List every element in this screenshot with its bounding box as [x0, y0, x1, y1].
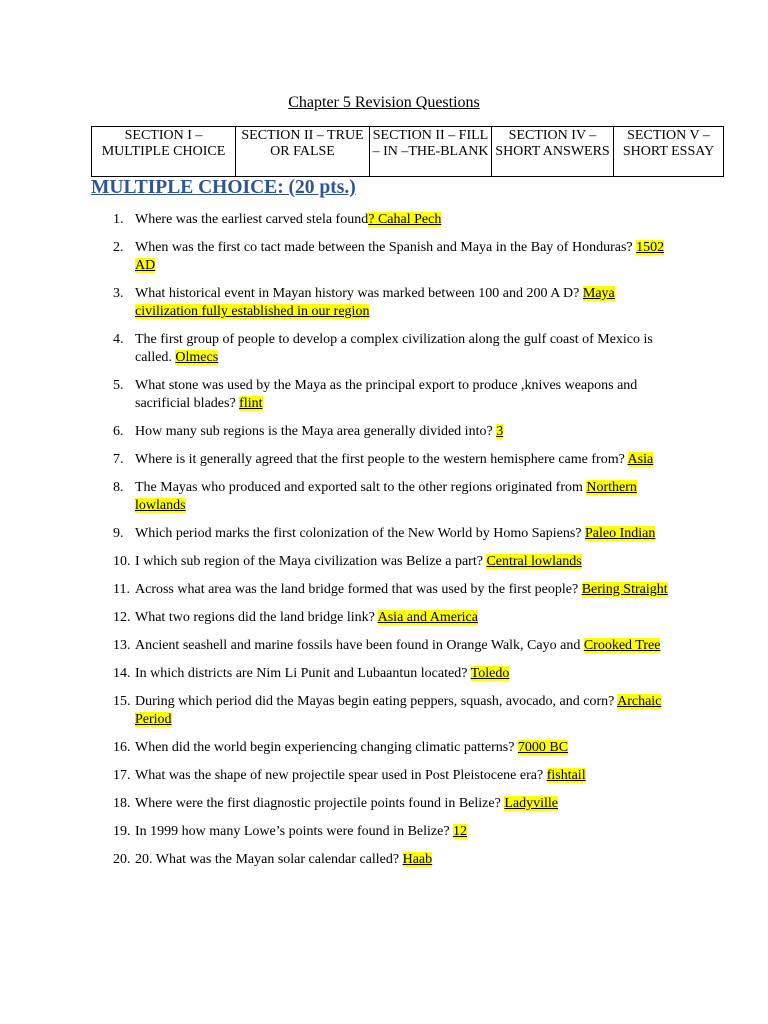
sections-table — [91, 126, 724, 177]
question-item — [0, 767, 768, 785]
answer-highlight: Paleo Indian — [585, 526, 656, 541]
question-item — [0, 451, 768, 469]
answer-highlight: Central lowlands — [486, 554, 582, 569]
question-number: 9. — [113, 526, 124, 541]
question-item — [0, 581, 768, 599]
question-text: What stone was used by the Maya as the principal export to produce ,knives weapons and sacrificial blades? — [135, 378, 638, 411]
question-number: 2. — [113, 240, 124, 255]
question-item — [0, 377, 768, 413]
question-number: 3. — [113, 286, 124, 301]
answer-highlight: Maya civilization fully established in our region — [135, 286, 615, 319]
question-item — [0, 693, 768, 729]
answer-highlight: Asia — [627, 452, 654, 467]
question-number: 14. — [113, 666, 131, 681]
question-number: 8. — [113, 480, 124, 495]
question-number: 1. — [113, 212, 124, 227]
answer-highlight: Archaic Period — [135, 694, 662, 727]
section-cell: SECTION IV – SHORT ANSWERS — [492, 127, 614, 177]
question-text: What was the shape of new projectile spear used in Post Pleistocene era? — [135, 768, 547, 783]
question-number: 15. — [113, 694, 131, 709]
answer-highlight: Crooked Tree — [583, 638, 661, 653]
section-cell: SECTION II – TRUE OR FALSE — [236, 127, 370, 177]
answer-highlight: Haab — [402, 852, 433, 867]
question-text: Ancient seashell and marine fossils have been found in Orange Walk, Cayo and — [135, 638, 584, 653]
question-text: In which districts are Nim Li Punit and Lubaantun located? — [135, 666, 471, 681]
question-number: 16. — [113, 740, 131, 755]
question-text: The first group of people to develop a complex civilization along the gulf coast of Mexico is called. — [135, 332, 653, 365]
question-item — [0, 285, 768, 321]
question-text: Where was the earliest carved stela found — [135, 212, 369, 227]
section-cell: SECTION I – MULTIPLE CHOICE — [92, 127, 236, 177]
question-number: 19. — [113, 824, 131, 839]
question-number: 5. — [113, 378, 124, 393]
answer-highlight: 1502 AD — [135, 240, 665, 273]
question-item — [0, 553, 768, 571]
question-text: Which period marks the first colonization of the New World by Homo Sapiens? — [135, 526, 586, 541]
question-list — [0, 211, 768, 869]
question-item — [0, 609, 768, 627]
answer-highlight: Ladyville — [504, 796, 558, 811]
answer-highlight: Asia and America — [377, 610, 478, 625]
question-number: 13. — [113, 638, 131, 653]
question-number: 7. — [113, 452, 124, 467]
question-item — [0, 739, 768, 757]
answer-highlight: 12 — [453, 824, 468, 839]
answer-highlight: Olmecs — [175, 350, 219, 365]
question-number: 18. — [113, 796, 131, 811]
question-number: 12. — [113, 610, 131, 625]
question-item — [0, 665, 768, 683]
question-text: What historical event in Mayan history was marked between 100 and 200 A D? — [135, 286, 583, 301]
question-text: 20. What was the Mayan solar calendar called? — [135, 852, 403, 867]
answer-highlight: Bering Straight — [581, 582, 668, 597]
sections-row — [92, 127, 724, 177]
question-item — [0, 239, 768, 275]
answer-highlight: Toledo — [470, 666, 510, 681]
question-text: I which sub region of the Maya civilization was Belize a part? — [135, 554, 487, 569]
question-text: What two regions did the land bridge link? — [135, 610, 378, 625]
question-text: How many sub regions is the Maya area generally divided into? — [135, 424, 497, 439]
question-number: 4. — [113, 332, 124, 347]
question-item — [0, 823, 768, 841]
question-number: 11. — [113, 582, 130, 597]
question-text: When did the world begin experiencing changing climatic patterns? — [135, 740, 518, 755]
page-title: Chapter 5 Revision Questions — [288, 94, 480, 111]
section-cell: SECTION II – FILL – IN –THE-BLANK — [370, 127, 492, 177]
question-text: The Mayas who produced and exported salt to the other regions originated from — [135, 480, 587, 495]
question-text: Where were the first diagnostic projectile points found in Belize? — [135, 796, 505, 811]
section-heading: MULTIPLE CHOICE: (20 pts.) — [91, 177, 356, 198]
answer-highlight: ? Cahal Pech — [368, 212, 442, 227]
question-text: During which period did the Mayas begin eating peppers, squash, avocado, and corn? — [135, 694, 618, 709]
question-item — [0, 211, 768, 229]
question-item — [0, 851, 768, 869]
question-number: 17. — [113, 768, 131, 783]
question-text: Where is it generally agreed that the first people to the western hemisphere came from? — [135, 452, 628, 467]
question-item — [0, 525, 768, 543]
answer-highlight: 3 — [496, 424, 504, 439]
question-text: When was the first co tact made between the Spanish and Maya in the Bay of Honduras? — [135, 240, 637, 255]
question-number: 10. — [113, 554, 131, 569]
question-item — [0, 795, 768, 813]
question-text: In 1999 how many Lowe’s points were found in Belize? — [135, 824, 454, 839]
question-number: 6. — [113, 424, 124, 439]
question-item — [0, 331, 768, 367]
answer-highlight: Northern lowlands — [135, 480, 637, 513]
question-item — [0, 423, 768, 441]
answer-highlight: flint — [239, 396, 263, 411]
question-item — [0, 637, 768, 655]
answer-highlight: fishtail — [546, 768, 586, 783]
question-text: Across what area was the land bridge formed that was used by the first people? — [135, 582, 582, 597]
section-cell: SECTION V – SHORT ESSAY — [614, 127, 724, 177]
answer-highlight: 7000 BC — [517, 740, 569, 755]
question-item — [0, 479, 768, 515]
question-number: 20. — [113, 852, 131, 867]
